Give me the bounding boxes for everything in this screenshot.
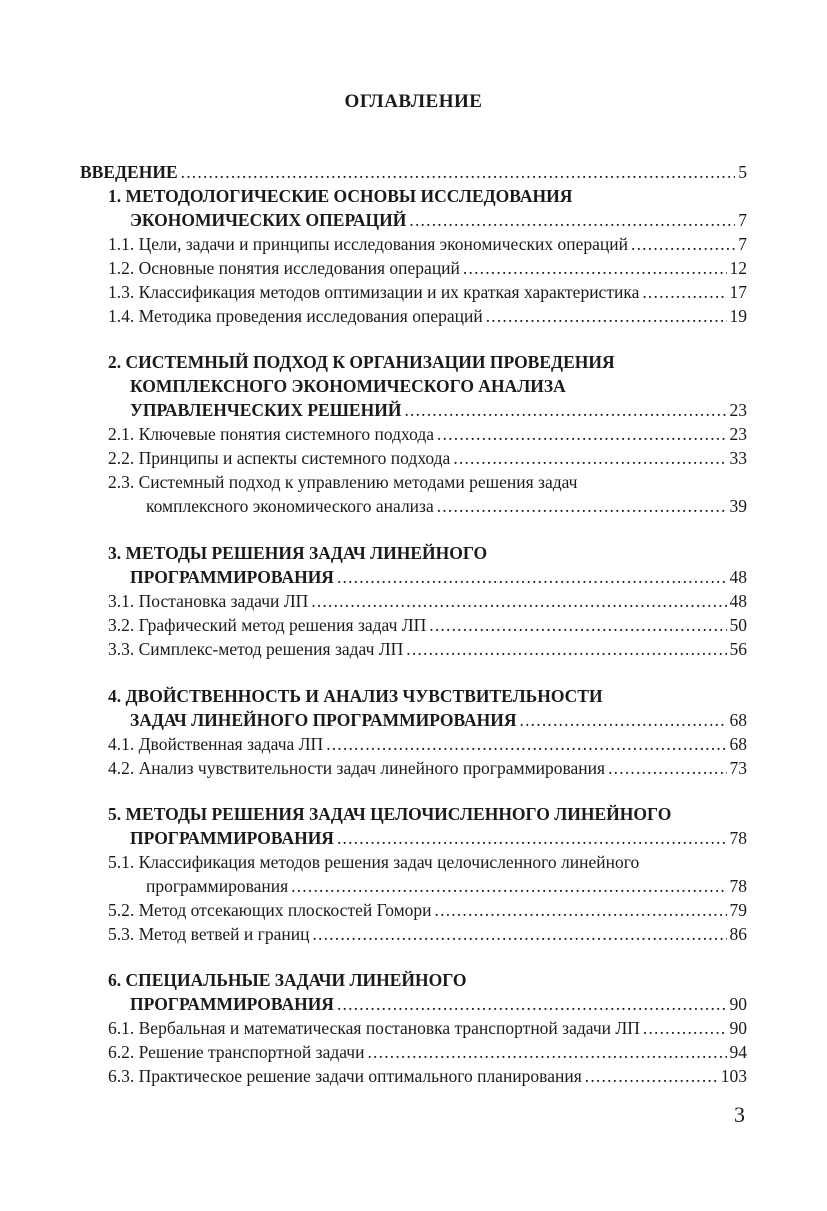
toc-page-number: 90 <box>729 994 747 1014</box>
toc-page-number: 68 <box>729 734 747 754</box>
toc-entry-5-2[interactable] <box>108 898 747 922</box>
toc-page-number: 7 <box>738 210 747 230</box>
toc-entry-3-1[interactable] <box>108 589 747 613</box>
toc-entry-text: 1.2. Основные понятия исследования операций <box>108 258 460 278</box>
chapter-2-heading: 2. СИСТЕМНЫЙ ПОДХОД К ОРГАНИЗАЦИИ ПРОВЕДЕНИЯ <box>108 352 615 372</box>
toc-entry-text: 4.1. Двойственная задача ЛП <box>108 734 324 754</box>
dot-leader <box>642 280 726 304</box>
dot-leader <box>643 1016 727 1040</box>
toc-entry-5-1[interactable] <box>146 874 747 898</box>
dot-leader <box>337 826 727 850</box>
toc-entry-chapter-5[interactable] <box>130 826 747 850</box>
dot-leader <box>520 708 727 732</box>
toc-page-number: 86 <box>729 924 747 944</box>
toc-page-number: 103 <box>720 1066 747 1086</box>
toc-entry-text: ЗАДАЧ ЛИНЕЙНОГО ПРОГРАММИРОВАНИЯ <box>130 710 517 730</box>
dot-leader <box>406 637 726 661</box>
toc-entry-text: ПРОГРАММИРОВАНИЯ <box>130 567 334 587</box>
dot-leader <box>337 992 727 1016</box>
toc-entry-1-1[interactable] <box>108 232 747 256</box>
toc-entry-1-3[interactable] <box>108 280 747 304</box>
dot-leader <box>181 160 736 184</box>
chapter-4-heading: 4. ДВОЙСТВЕННОСТЬ И АНАЛИЗ ЧУВСТВИТЕЛЬНОСТИ <box>108 686 603 706</box>
toc-entry-5-1-first-line[interactable]: 5.1. Классификация методов решения задач целочисленного линейного <box>108 852 640 872</box>
toc-entry-1-4[interactable] <box>108 304 747 328</box>
toc-entry-text: 3.1. Постановка задачи ЛП <box>108 591 309 611</box>
toc-entry-text: 1.4. Методика проведения исследования операций <box>108 306 483 326</box>
toc-entry-chapter-1[interactable] <box>130 208 747 232</box>
dot-leader <box>326 732 726 756</box>
toc-page-number: 48 <box>729 567 747 587</box>
toc-page-number: 19 <box>729 306 747 326</box>
toc-page-number: 23 <box>729 400 747 420</box>
toc-entry-6-3[interactable] <box>108 1064 747 1088</box>
toc-entry-2-3-first-line[interactable]: 2.3. Системный подход к управлению методами решения задач <box>108 472 578 492</box>
toc-page-number: 78 <box>729 828 747 848</box>
toc-entry-text: ПРОГРАММИРОВАНИЯ <box>130 828 334 848</box>
toc-entry-2-1[interactable] <box>108 422 747 446</box>
dot-leader <box>435 898 727 922</box>
dot-leader <box>437 494 727 518</box>
toc-entry-text: 3.3. Симплекс-метод решения задач ЛП <box>108 639 404 659</box>
chapter-5-heading: 5. МЕТОДЫ РЕШЕНИЯ ЗАДАЧ ЦЕЛОЧИСЛЕННОГО ЛИНЕЙНОГО <box>108 804 672 824</box>
dot-leader <box>486 304 727 328</box>
toc-entry-4-1[interactable] <box>108 732 747 756</box>
dot-leader <box>367 1040 726 1064</box>
toc-page-number: 17 <box>729 282 747 302</box>
chapter-1-heading: 1. МЕТОДОЛОГИЧЕСКИЕ ОСНОВЫ ИССЛЕДОВАНИЯ <box>108 186 573 206</box>
toc-entry-3-2[interactable] <box>108 613 747 637</box>
toc-page-number: 39 <box>729 496 747 516</box>
toc-page-number: 7 <box>738 234 747 254</box>
toc-entry-text: УПРАВЛЕНЧЕСКИХ РЕШЕНИЙ <box>130 400 402 420</box>
toc-entry-text: 3.2. Графический метод решения задач ЛП <box>108 615 427 635</box>
toc-entry-chapter-4[interactable] <box>130 708 747 732</box>
toc-entry-2-2[interactable] <box>108 446 747 470</box>
toc-entry-6-2[interactable] <box>108 1040 747 1064</box>
toc-entry-text: 1.3. Классификация методов оптимизации и их краткая характеристика <box>108 282 640 302</box>
toc-entry-chapter-6[interactable] <box>130 992 747 1016</box>
toc-entry-text: программирования <box>146 876 289 896</box>
dot-leader <box>291 874 726 898</box>
toc-entry-5-3[interactable] <box>108 922 747 946</box>
toc-entry-2-3[interactable] <box>146 494 747 518</box>
dot-leader <box>631 232 735 256</box>
toc-page-number: 23 <box>729 424 747 444</box>
toc-page-number: 33 <box>729 448 747 468</box>
dot-leader <box>437 422 726 446</box>
toc-entry-3-3[interactable] <box>108 637 747 661</box>
toc-entry-text: комплексного экономического анализа <box>146 496 434 516</box>
dot-leader <box>311 589 726 613</box>
dot-leader <box>463 256 727 280</box>
toc-page-number: 79 <box>729 900 747 920</box>
toc-page-number: 56 <box>729 639 747 659</box>
chapter-2-heading-cont: КОМПЛЕКСНОГО ЭКОНОМИЧЕСКОГО АНАЛИЗА <box>130 376 566 396</box>
dot-leader <box>453 446 726 470</box>
dot-leader <box>337 565 727 589</box>
toc-entry-text: 1.1. Цели, задачи и принципы исследования экономических операций <box>108 234 629 254</box>
toc-page-number: 50 <box>729 615 747 635</box>
toc-entry-1-2[interactable] <box>108 256 747 280</box>
toc-entry-text: 2.1. Ключевые понятия системного подхода <box>108 424 435 444</box>
dot-leader <box>409 208 735 232</box>
dot-leader <box>608 756 726 780</box>
toc-page-number: 5 <box>738 162 747 182</box>
toc-entry-text: 4.2. Анализ чувствительности задач линейного программирования <box>108 758 606 778</box>
toc-page-number: 68 <box>729 710 747 730</box>
dot-leader <box>429 613 726 637</box>
toc-page-number: 78 <box>729 876 747 896</box>
toc-entry-intro[interactable] <box>80 160 747 184</box>
dot-leader <box>585 1064 718 1088</box>
page-title: ОГЛАВЛЕНИЕ <box>344 91 483 112</box>
toc-entry-6-1[interactable] <box>108 1016 747 1040</box>
toc-page-number: 73 <box>729 758 747 778</box>
page-footer-number: 3 <box>734 1102 745 1127</box>
toc-entry-chapter-3[interactable] <box>130 565 747 589</box>
toc-entry-text: 6.3. Практическое решение задачи оптимального планирования <box>108 1066 582 1086</box>
toc-entry-text: ВВЕДЕНИЕ <box>80 162 178 182</box>
toc-entry-chapter-2[interactable] <box>130 398 747 422</box>
toc-entry-text: ЭКОНОМИЧЕСКИХ ОПЕРАЦИЙ <box>130 210 407 230</box>
toc-page-number: 48 <box>729 591 747 611</box>
toc-entry-text: 5.3. Метод ветвей и границ <box>108 924 310 944</box>
dot-leader <box>312 922 726 946</box>
toc-page-number: 12 <box>729 258 747 278</box>
chapter-3-heading: 3. МЕТОДЫ РЕШЕНИЯ ЗАДАЧ ЛИНЕЙНОГО <box>108 543 488 563</box>
dot-leader <box>404 398 726 422</box>
toc-entry-text: 2.2. Принципы и аспекты системного подхода <box>108 448 451 468</box>
toc-entry-text: 6.1. Вербальная и математическая постановка транспортной задачи ЛП <box>108 1018 640 1038</box>
toc-page-number: 90 <box>729 1018 747 1038</box>
toc-entry-text: ПРОГРАММИРОВАНИЯ <box>130 994 334 1014</box>
toc-entry-text: 5.2. Метод отсекающих плоскостей Гомори <box>108 900 432 920</box>
toc-entry-text: 6.2. Решение транспортной задачи <box>108 1042 365 1062</box>
toc-entry-4-2[interactable] <box>108 756 747 780</box>
chapter-6-heading: 6. СПЕЦИАЛЬНЫЕ ЗАДАЧИ ЛИНЕЙНОГО <box>108 970 467 990</box>
toc-page-number: 94 <box>729 1042 747 1062</box>
